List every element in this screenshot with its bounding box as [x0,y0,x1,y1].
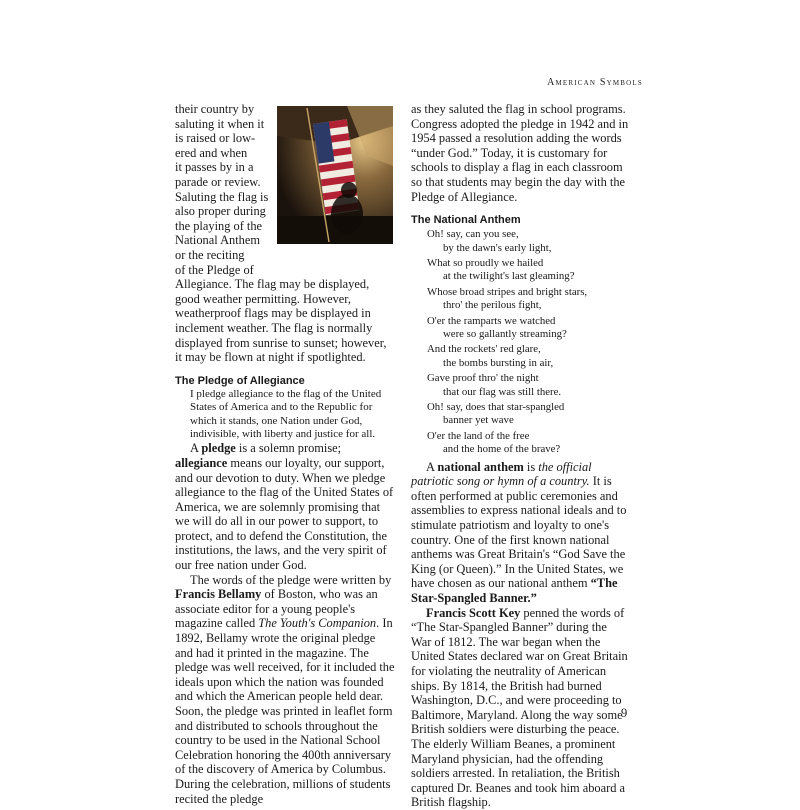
right-column [411,102,629,810]
anthem-line: What so proudly we hailed [427,256,544,269]
left-column [175,102,396,806]
anthem-line: Whose broad stripes and bright stars, [427,285,588,298]
anthem-definition-paragraph [411,460,629,606]
italic-title: The Youth's Companion [258,616,377,631]
anthem-line-indented: the bombs bursting in air, [443,356,554,369]
bold-term: national anthem [437,459,524,474]
wrapped-line: is raised or low- [175,131,256,146]
text-run: penned the words of “The Star-Spangled Banner” during the War of 1812. The war began when the United States declared war on Great Britain for violating the neutrality of American ships. By 1814, the British had burned Washington, D.C., and were proceeding to Baltimore, Maryland. Along the way some British soldiers were disturbing the peace. The elderly William Beanes, a prominent Maryland physician, had the offending soldiers arrested. In retaliation, the British captured Dr. Beanes and took him aboard a British flagship. [411,605,628,810]
bold-term: allegiance [175,455,228,470]
anthem-lyrics [411,228,629,457]
anthem-line: And the rockets' red glare, [427,343,541,356]
pledge-heading: The Pledge of Allegiance [175,374,305,387]
anthem-couplet [411,430,629,457]
wrapped-line: National Anthem [175,233,260,248]
text-run: is [523,459,539,474]
anthem-line-indented: thro' the perilous fight, [443,299,542,312]
text-run: is a solemn promise; [235,441,342,456]
anthem-line-indented: were so gallantly streaming? [443,328,567,340]
bold-term: pledge [201,441,236,456]
pledge-continued-paragraph: as they saluted the flag in school programs. Congress adopted the pledge in 1942 and in 1954 passed a resolution adding the words “under God.” Today, it is customary for schools to display a flag in each classroom so that students may begin the day with the Pledge of Allegiance. [411,102,629,204]
text-run: A [426,459,438,474]
pledge-quote: I pledge allegiance to the flag of the United States of America and to the Republic for which it stands, one Nation under God, indivisible, with liberty and justice for all. [190,387,382,440]
text-run: It is often performed at public ceremonies and assemblies to express national ideals and to stimulate patriotism and loyalty to one's country. One of the first known national anthems was Great Britain's “God Save the King (or Queen).” In the United States, we have chosen as our national anthem [411,474,627,591]
anthem-couplet [411,257,629,284]
anthem-line: O'er the land of the free [427,429,530,442]
wrapped-line: it passes by in a [175,160,254,175]
anthem-line: Oh! say, does that star-spangled [427,401,565,414]
bold-term: “The Star-Spangled Banner.” [411,576,618,605]
anthem-line-indented: banner yet wave [443,414,514,427]
text-run: means our loyalty, our support, and our devotion to duty. When we pledge allegiance to the flag of the United States of America, we are solemnly promising that we will do all in our power to support, to protect, and to defend the Constitution, the institutions, the laws, and the very spirit of our free nation under God. [175,455,394,573]
wrapped-line: of the Pledge of [175,262,254,277]
bellamy-paragraph [175,573,396,807]
wrapped-line: their country by [175,102,255,116]
anthem-couplet [411,401,629,428]
anthem-couplet [411,372,629,399]
running-head: American Symbols [547,77,643,88]
wrapped-line: parade or review. [175,174,261,189]
text-run: A [190,441,202,456]
anthem-heading: The National Anthem [411,214,521,227]
text-run: of Boston, who was an associate editor for a young people's magazine called [175,587,378,631]
anthem-couplet [411,343,629,370]
anthem-line: Oh! say, can you see, [427,228,519,241]
flag-display-paragraph [175,102,396,365]
anthem-line-indented: by the dawn's early light, [443,241,552,254]
wrapped-line: saluting it when it [175,116,265,131]
wrapped-line: also proper during [175,204,266,219]
anthem-line-indented: at the twilight's last gleaming? [443,270,575,283]
anthem-couplet [411,228,629,255]
key-paragraph [411,606,629,810]
wrapped-line: the playing of the [175,218,263,233]
anthem-couplet [411,286,629,313]
wrapped-line: or the reciting [175,247,245,262]
anthem-line: O'er the ramparts we watched [427,314,556,327]
text-run: . In 1892, Bellamy wrote the original pledge and had it printed in the magazine. The pledge was well received, for it included the ideals upon which the nation was founded and which the American people held dear. Soon, the pledge was printed in leaflet form and distributed to schools throughout the country to be used in the National School Celebration honoring the 400th anniversary of the discovery of America by Columbus. During the celebration, millions of students recited the pledge [175,616,395,806]
wrapped-line: Saluting the flag is [175,189,269,204]
italic-definition: the official patriotic song or hymn of a country. [411,459,592,489]
anthem-line-indented: that our flag was still there. [443,385,562,398]
wrapped-line: ered and when [175,145,248,160]
paragraph-text: Allegiance. The flag may be displayed, good weather permitting. However, weatherproof flags may be displayed in inclement weather. The flag is normally displayed from sunrise to sunset; however, it may be flown at night if spotlighted. [175,277,387,365]
page-number: 9 [621,706,628,720]
pledge-definition-paragraph [175,441,396,572]
bold-term: Francis Scott Key [426,605,521,620]
wrapped-lines [175,102,396,277]
anthem-line: Gave proof thro' the night [427,372,539,385]
bold-term: Francis Bellamy [175,587,262,602]
text-run: The words of the pledge were written by [190,572,392,587]
anthem-couplet [411,315,629,342]
anthem-line-indented: and the home of the brave? [443,443,561,456]
